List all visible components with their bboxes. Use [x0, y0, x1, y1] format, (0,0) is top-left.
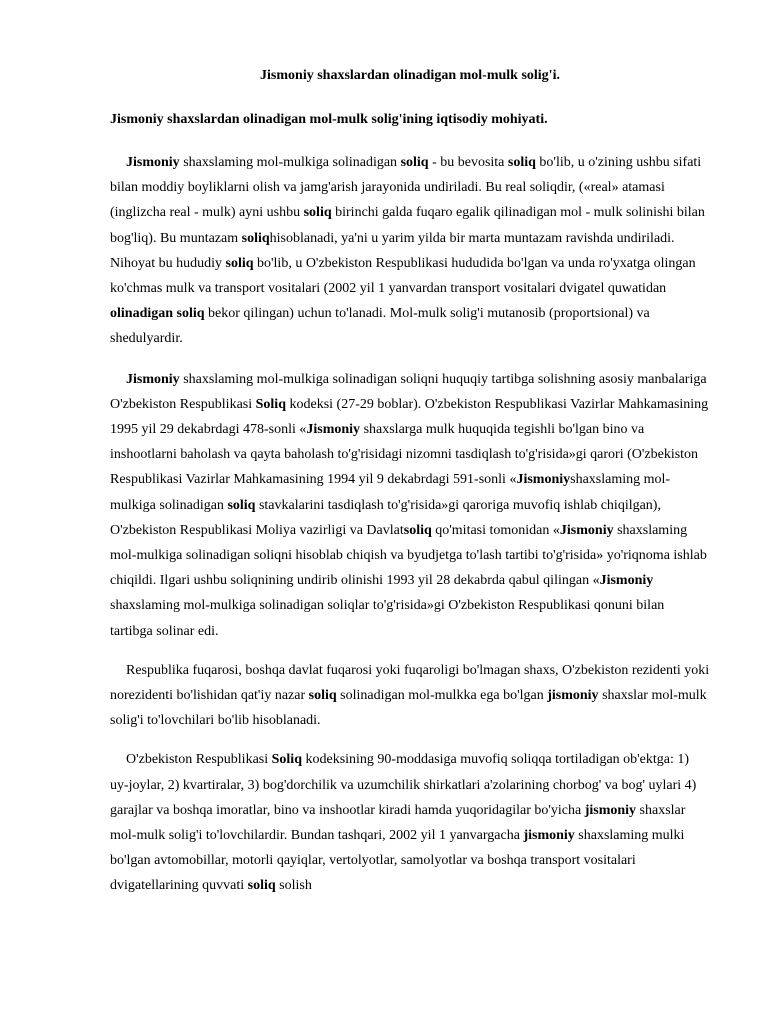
bold-term: Jismoniy: [126, 371, 180, 387]
bold-term: Jismoniy: [306, 422, 361, 438]
text-run: qo'mitasi tomonidan «: [431, 522, 560, 538]
bold-term: Jismoniy: [559, 522, 614, 538]
text-run: shaxslaming mol-mulkiga solinadigan: [110, 472, 671, 513]
text-run: birinchi galda fuqaro egalik qilinadigan mol - mulk solinishi bilan bog'liq). Bu muntazam: [110, 205, 705, 246]
bold-term: jismoniy: [547, 688, 599, 704]
text-run: solinadigan mol-mulkka ega bo'lgan: [336, 688, 548, 704]
bold-term: soliq: [308, 688, 337, 704]
text-run: shaxslaming mulki bo'lgan avtomobillar, motorli qayiqlar, vertolyotlar, samolyotlar va boshqa transport vositalari dvigatellarining quvvati: [110, 828, 685, 894]
document-page: [110, 66, 710, 899]
paragraph-1: [110, 150, 710, 352]
bold-term: soliq: [247, 878, 276, 894]
bold-term: Soliq: [271, 752, 302, 768]
text-run: shaxslaming mol-mulkiga solinadigan soliqni hisoblab chiqish va byudjetga to'lash tartibi to'g'risida» yo'riqnoma ishlab chiqildi. Ilgari ushbu soliqnining undirib olinishi 1993 yil 28 dekabrda qabul qilingan «: [110, 522, 707, 589]
text-run: kodeksining 90-moddasiga muvofiq soliqqa tortiladigan ob'ektga: 1) uy-joylar, 2) kvartiralar, 3) bog'dorchilik va uzumchilik shirkatlari a'zolarining chorbog' va bog' uylari 4) garajlar va boshqa imoratlar, bino va inshootlar kiradi hamda yuqoridagilar bo'yicha: [110, 752, 697, 818]
text-run: shaxslarga mulk huquqida tegishli bo'lgan bino va inshootlarni baholash va qayta baholash to'g'risidagi nizomni tasdiqlash to'g'risida»gi qarori (O'zbekiston Respublikasi Vazirlar Mahkamasining 1994 yil 9 dekabrdagi 591-sonli «: [110, 422, 699, 488]
text-run: kodeksi (27-29 boblar). O'zbekiston Respublikasi Vazirlar Mahkamasining 1995 yil 29 dekabrdagi 478-sonli «: [110, 396, 709, 438]
section-heading: Jismoniy shaxslardan olinadigan mol-mulk solig'ining iqtisodiy mohiyati.: [110, 112, 548, 127]
bold-term: soliq: [225, 255, 254, 271]
bold-term: Jismoniy: [516, 472, 571, 488]
text-run: stavkalarini tasdiqlash to'g'risida»gi qaroriga muvofiq ishlab chiqilgan), O'zbekiston Respublikasi Moliya vazirligi va Davlat: [110, 497, 661, 538]
text-run: bo'lib, u O'zbekiston Respublikasi hududida bo'lgan va unda ro'yxatga olingan ko'chmas mulk va transport vositalari (2002 yil 1 yanvardan transport vositalari dvigatel quwatidan: [110, 255, 696, 297]
paragraph-4: [110, 747, 710, 898]
text-run: shaxslar mol-mulk solig'i to'lovchilari bo'lib hisoblanadi.: [110, 688, 707, 729]
bold-term: Jismoniy: [126, 155, 180, 170]
text-run: Respublika fuqarosi, boshqa davlat fuqarosi yoki fuqaroligi bo'lmagan shaxs, O'zbekiston rezidenti yoki norezidenti bo'lishidan qat'iy nazar: [110, 662, 710, 704]
bold-term: soliq: [241, 230, 270, 246]
document-title: Jismoniy shaxslardan olinadigan mol-mulk solig'i.: [260, 68, 560, 83]
bold-term: Jismoniy: [599, 573, 654, 589]
paragraph-2: [110, 367, 710, 644]
bold-term: soliq: [507, 155, 536, 170]
bold-term: soliq: [227, 497, 256, 513]
text-run: shaxslaming mol-mulkiga solinadigan soliqni huquqiy tartibga solishning asosiy manbalariga O'zbekiston Respublikasi: [110, 371, 707, 412]
text-run: shaxslaming mol-mulkiga solinadigan soliqlar to'g'risida»gi O'zbekiston Respublikasi qonuni bilan tartibga solinar edi.: [110, 598, 665, 639]
text-run: solish: [275, 878, 312, 894]
bold-term: soliq: [403, 522, 432, 538]
text-run: O'zbekiston Respublikasi: [126, 752, 272, 768]
bold-term: olinadigan soliq: [110, 306, 205, 322]
bold-term: soliq: [303, 205, 332, 221]
text-run: shaxslaming mol-mulkiga solinadigan: [179, 155, 401, 170]
bold-term: Soliq: [255, 396, 286, 412]
text-run: shaxslar mol-mulk solig'i to'lovchilardir. Bundan tashqari, 2002 yil 1 yanvargacha: [110, 802, 686, 844]
bold-term: soliq: [400, 155, 429, 170]
text-run: bo'lib, u o'zining ushbu sifati bilan moddiy boyliklarni olish va jamg'arish jarayonida undiriladi. Bu real soliqdir, («real» atamasi (inglizcha real - mulk) ayni ushbu: [110, 155, 702, 221]
bold-term: jismoniy: [584, 802, 637, 818]
text-run: - bu bevosita: [428, 155, 508, 170]
paragraph-3: [110, 658, 710, 734]
text-run: hisoblanadi, ya'ni u yarim yilda bir marta muntazam ravishda undiriladi. Nihoyat bu hududiy: [110, 230, 675, 271]
text-run: bekor qilingan) uchun to'lanadi. Mol-mulk solig'i mutanosib (proportsional) va shedulyardir.: [110, 306, 650, 347]
bold-term: jismoniy: [523, 828, 575, 844]
